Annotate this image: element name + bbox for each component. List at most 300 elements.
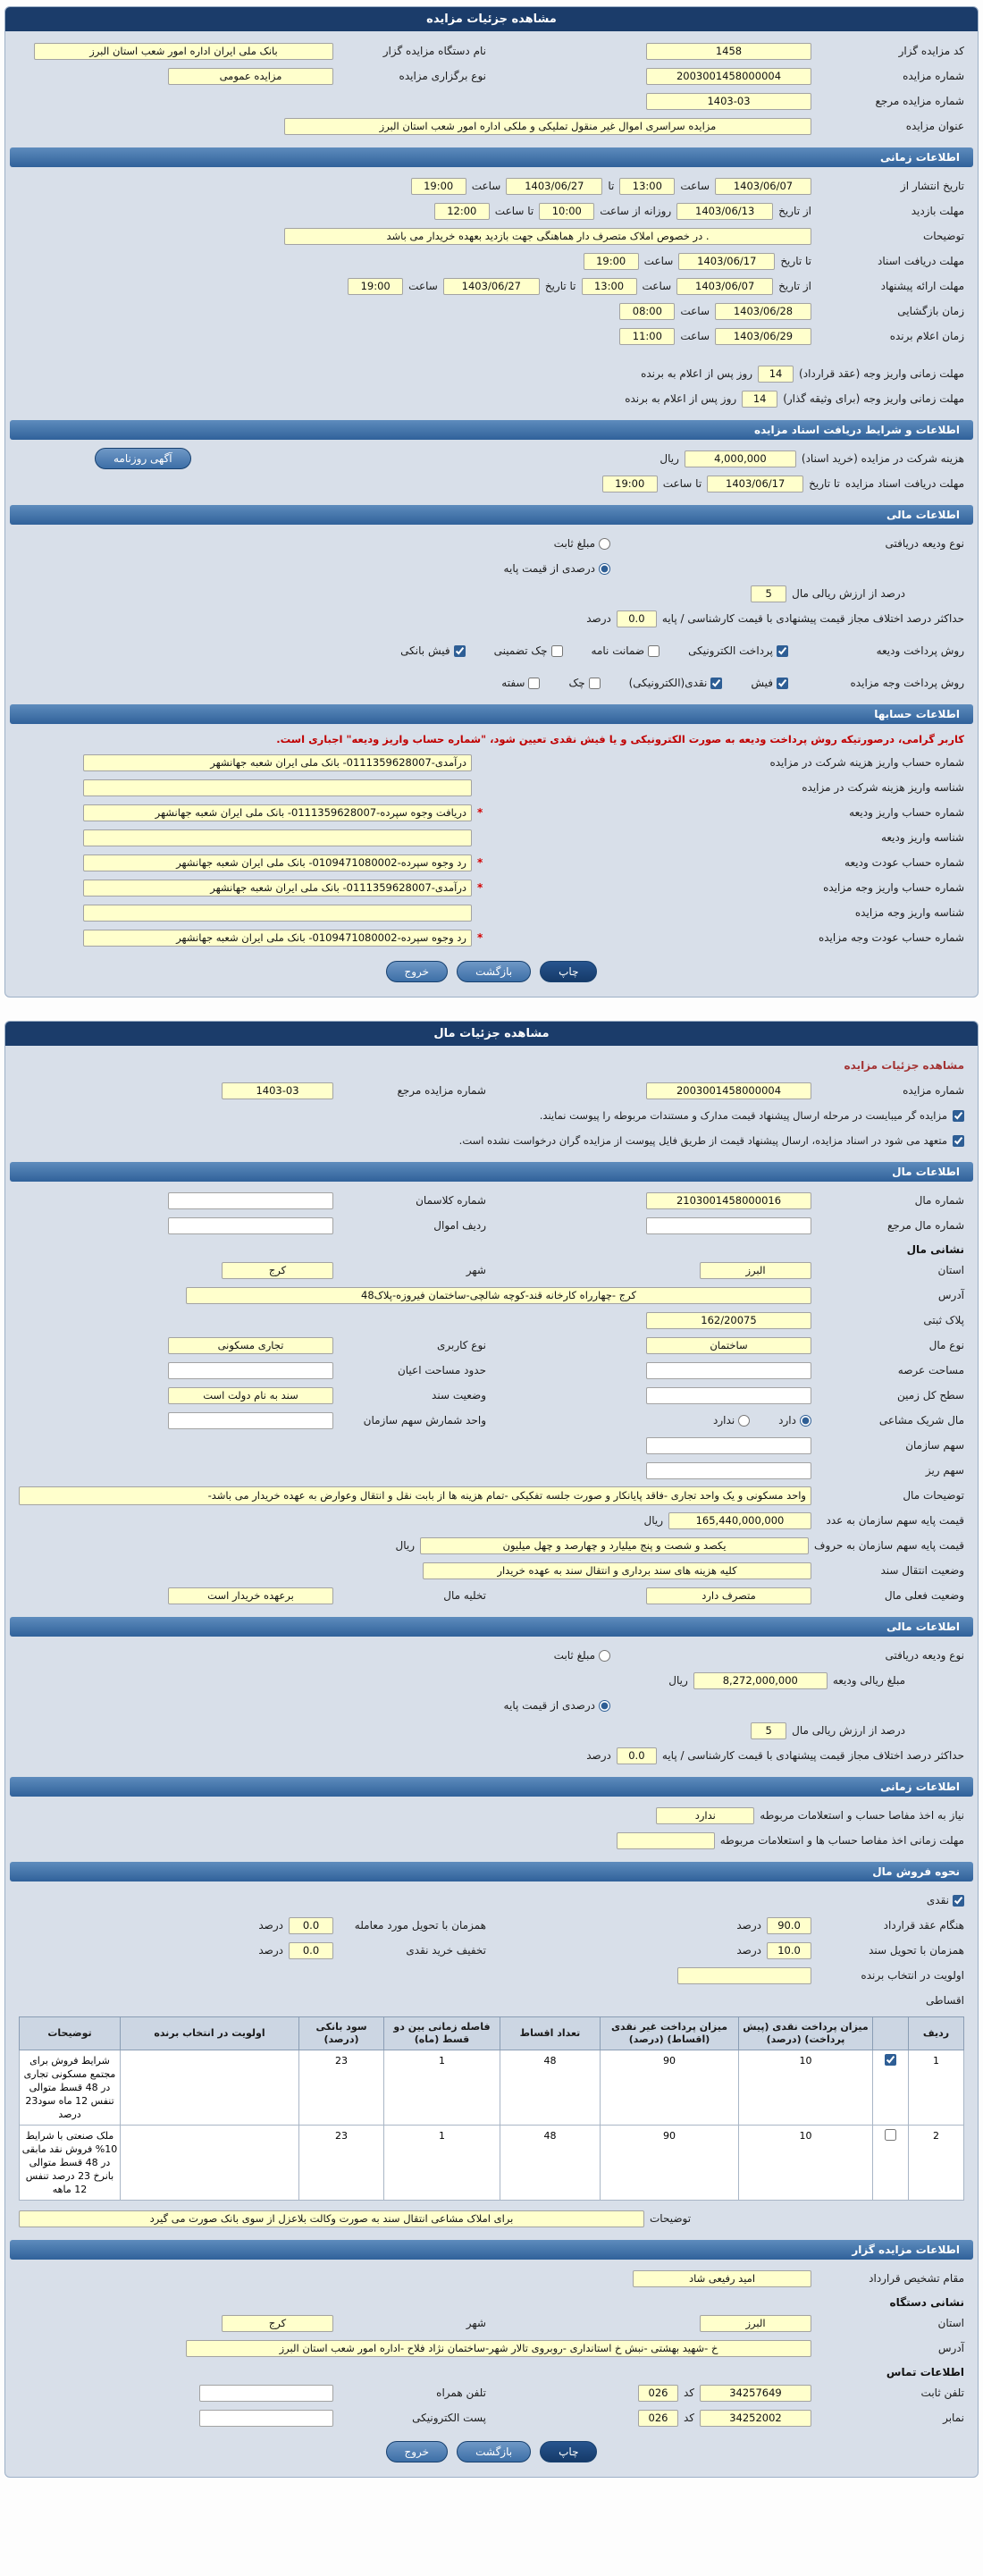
- asset-address-row: [5, 1283, 978, 1308]
- hour-label: ساعت: [680, 330, 710, 342]
- asset-building-label: حدود مساحت اعیان: [397, 1364, 486, 1376]
- offer-to-date-field[interactable]: 1403/06/27: [443, 278, 540, 295]
- publish-to-date-field[interactable]: 1403/06/27: [506, 178, 602, 195]
- exit-button[interactable]: خروج: [386, 961, 449, 982]
- account-row: [5, 775, 978, 800]
- pay-guarantor-row: [5, 386, 978, 411]
- property-auction-number-field[interactable]: 2003001458000004: [646, 1082, 811, 1099]
- back-button[interactable]: بازگشت: [457, 961, 531, 982]
- asset-subshare-label: سهم ریز: [925, 1464, 964, 1477]
- asset-usage-label: نوع کاربری: [436, 1339, 486, 1351]
- payment-method-label: روش پرداخت وجه مزایده: [850, 677, 964, 689]
- timing-note-field[interactable]: . در خصوص املاک متصرف دار هماهنگی جهت بازدید بعهده خریدار می باشد: [284, 228, 811, 245]
- sale-section-bar: نحوه فروش مال: [10, 1862, 973, 1881]
- fax-code-field[interactable]: 026: [638, 2410, 678, 2427]
- installment-percent-cell: 90: [601, 2050, 739, 2126]
- asset-number-field[interactable]: 2103001458000016: [646, 1192, 811, 1209]
- sale-percent-row-2: [5, 1938, 978, 1963]
- asset-area-field[interactable]: [646, 1362, 811, 1379]
- deposit-method-cheque[interactable]: [494, 644, 563, 657]
- no-file-note-text: متعهد می شود در اسناد مزایده، ارسال پیشنهاد قیمت از طریق فایل پیوست از مزایده گران درخواست نشده است.: [458, 1134, 947, 1147]
- property-deposit-amount-label: مبلغ ریالی ودیعه: [832, 1674, 905, 1687]
- winner-hour-field[interactable]: 11:00: [619, 328, 675, 345]
- sale-priority-label: اولویت در انتخاب برنده: [861, 1969, 964, 1982]
- interest-cell: 23: [299, 2126, 384, 2201]
- property-details-panel: [4, 1021, 979, 2478]
- fax-field[interactable]: 34252002: [700, 2410, 811, 2427]
- cash-discount-field[interactable]: 0.0: [289, 1942, 333, 1959]
- on-delivery-field[interactable]: 0.0: [289, 1917, 333, 1934]
- installment-table-header-row: [20, 2017, 964, 2050]
- installment-row: [20, 2050, 964, 2126]
- officer-label: مقام تشخیص قرارداد: [869, 2272, 964, 2285]
- publish-from-date-field[interactable]: 1403/06/07: [715, 178, 811, 195]
- shared-no-radio[interactable]: [738, 1415, 750, 1427]
- installment-percent-cell: 90: [601, 2126, 739, 2201]
- asset-transfer-field[interactable]: کلیه هزینه های سند برداری و انتقال سند به عهده خریدار: [423, 1562, 811, 1579]
- interval-cell: 1: [384, 2126, 500, 2201]
- percent-of-base-radio[interactable]: [599, 563, 610, 575]
- asset-unit-label: واحد شمارش سهم سازمان: [363, 1414, 486, 1427]
- account-row-field[interactable]: درآمدی-0111359628007- بانک ملی ایران شعبه جهانشهر: [83, 754, 472, 771]
- on-deed-field[interactable]: 10.0: [767, 1942, 811, 1959]
- cash-percent-cell: 10: [739, 2126, 873, 2201]
- sale-priority-row: [5, 1963, 978, 1988]
- attach-note-checkbox[interactable]: [953, 1110, 964, 1122]
- notes-cell: ملک صنعتی با شرایط 10% فروش نقد مابقی در 48 قسط متوالی بانرخ 23 درصد تنفس 12 ماهه: [20, 2126, 121, 2201]
- exit-button[interactable]: خروج: [386, 2441, 449, 2462]
- receive-hour-field[interactable]: 19:00: [584, 253, 639, 270]
- on-deed-label: همزمان با تحویل سند: [869, 1944, 964, 1957]
- cash-sale-label: نقدی: [926, 1894, 949, 1907]
- required-star: *: [477, 931, 483, 944]
- property-percent-value-field[interactable]: 5: [751, 1722, 786, 1739]
- cheque-checkbox[interactable]: [589, 678, 601, 689]
- priority-cell: [121, 2050, 299, 2126]
- shared-yes-label: دارد: [778, 1414, 796, 1427]
- deposit-method-electronic[interactable]: [688, 644, 788, 657]
- phone-field[interactable]: 34257649: [700, 2385, 811, 2402]
- account-row-field[interactable]: [83, 779, 472, 796]
- account-row-field[interactable]: رد وجوه سپرده-0109471080002- بانک ملی ایران شعبه جهانشهر: [83, 854, 472, 871]
- asset-subshare-row: [5, 1458, 978, 1483]
- asset-share-field[interactable]: [646, 1437, 811, 1454]
- account-row-label: شماره حساب واریز وجه مزایده: [823, 881, 964, 894]
- asset-address-field[interactable]: کرج -چهارراه کارخانه قند-کوچه شالچی-ساختمان فیروزه-پلاک48: [186, 1287, 811, 1304]
- account-row-field[interactable]: دریافت وجوه سپرده-0111359628007- بانک ملی ایران شعبه جهانشهر: [83, 804, 472, 821]
- offer-from-date-field[interactable]: 1403/06/07: [676, 278, 773, 295]
- max-diff-field[interactable]: 0.0: [617, 610, 657, 627]
- asset-land-field[interactable]: [646, 1387, 811, 1404]
- asset-price-field[interactable]: 165,440,000,000: [668, 1512, 811, 1529]
- rial-label: ریال: [395, 1539, 416, 1552]
- receive-date-field[interactable]: 1403/06/17: [678, 253, 775, 270]
- asset-number-row: [5, 1188, 978, 1213]
- account-row-field[interactable]: رد وجوه سپرده-0109471080002- بانک ملی ایران شعبه جهانشهر: [83, 930, 472, 947]
- agency-section-bar: اطلاعات مزایده گزار: [10, 2240, 973, 2260]
- timing-section-bar: اطلاعات زمانی: [10, 147, 973, 167]
- fax-row: [5, 2405, 978, 2430]
- auction-type-field[interactable]: مزایده عمومی: [168, 68, 333, 85]
- publish-to-hour-field[interactable]: 19:00: [411, 178, 466, 195]
- property-financial-section-bar: اطلاعات مالی: [10, 1617, 973, 1637]
- account-row: [5, 825, 978, 850]
- doc-deadline-to-hour-label: تا ساعت: [662, 477, 702, 490]
- on-contract-label: هنگام عقد قرارداد: [883, 1919, 964, 1932]
- property-panel-title: مشاهده جزئیات مال: [5, 1022, 978, 1046]
- asset-plate-label: پلاک ثبتی: [923, 1314, 964, 1326]
- rial-label: ریال: [660, 452, 679, 465]
- fixed-amount-option[interactable]: [554, 537, 610, 550]
- agency-contact-subhead: اطلاعات تماس: [886, 2366, 964, 2378]
- cash-sale-option[interactable]: [927, 1894, 964, 1907]
- agency-province-label: استان: [937, 2317, 964, 2329]
- hour-label: ساعت: [642, 280, 672, 292]
- property-deposit-amount-field[interactable]: 8,272,000,000: [693, 1672, 828, 1689]
- payment-method-slip[interactable]: [751, 677, 788, 689]
- asset-status-label: وضعیت فعلی مال: [884, 1589, 964, 1602]
- bank-slip-label: فیش بانکی: [400, 644, 450, 657]
- email-field[interactable]: [199, 2410, 333, 2427]
- asset-price-words-field[interactable]: یکصد و شصت و پنج میلیارد و چهارصد و چهل میلیون: [420, 1537, 809, 1554]
- phone-code-field[interactable]: 026: [638, 2385, 678, 2402]
- percent-unit-label: درصد: [736, 1919, 761, 1932]
- certified-cheque-checkbox[interactable]: [551, 645, 563, 657]
- asset-ref-field[interactable]: [646, 1217, 811, 1234]
- doc-deadline-to-date-label: تا تاریخ: [809, 477, 840, 490]
- doc-deadline-label: مهلت دریافت اسناد مزایده: [844, 477, 964, 490]
- row-number-cell: 1: [909, 2050, 964, 2126]
- property-auction-number-row: [5, 1078, 978, 1103]
- print-button[interactable]: چاپ: [540, 2441, 597, 2462]
- col-row-number: ردیف: [909, 2017, 964, 2050]
- clearance-field[interactable]: ندارد: [656, 1807, 754, 1824]
- visit-row: [5, 198, 978, 223]
- auction-number-field[interactable]: 2003001458000004: [646, 68, 811, 85]
- property-auction-number-label: شماره مزایده: [903, 1084, 964, 1097]
- no-file-note-row: [5, 1128, 978, 1153]
- shared-yes-radio[interactable]: [800, 1415, 811, 1427]
- accounts-section-bar: اطلاعات حسابها: [10, 704, 973, 724]
- asset-price-row: [5, 1508, 978, 1533]
- asset-note-row: [5, 1483, 978, 1508]
- property-buttons-row: [5, 2430, 978, 2466]
- cash-discount-label: تخفیف خرید نقدی: [406, 1944, 486, 1957]
- account-row: [5, 875, 978, 900]
- offer-from-hour-field[interactable]: 13:00: [582, 278, 637, 295]
- attach-note-text: مزایده گر میبایست در مرحله ارسال پیشنهاد قیمت مدارک و مستندات مربوطه را پیوست نمایند.: [539, 1109, 947, 1122]
- col-cash-percent: میزان پرداخت نقدی (پیش پرداخت) (درصد): [739, 2017, 873, 2050]
- asset-price-words-label: قیمت پایه سهم سازمان به حروف: [814, 1539, 964, 1552]
- clearance-deadline-row: [5, 1828, 978, 1853]
- property-fixed-amount-radio[interactable]: [599, 1650, 610, 1662]
- percent-value-field[interactable]: 5: [751, 585, 786, 602]
- agency-city-field[interactable]: کرج: [222, 2315, 333, 2332]
- fixed-amount-label: مبلغ ثابت: [553, 537, 595, 550]
- property-max-diff-field[interactable]: 0.0: [617, 1747, 657, 1764]
- asset-land-row: [5, 1383, 978, 1408]
- percent-value-label: درصد از ارزش ریالی مال: [792, 587, 905, 600]
- asset-deed-label: وضعیت سند: [432, 1389, 486, 1402]
- electronic-pay-checkbox[interactable]: [777, 645, 788, 657]
- property-deposit-type-label: نوع ودیعه دریافتی: [885, 1649, 964, 1662]
- offer-to-date-label: تا تاریخ: [544, 280, 576, 292]
- doc-fee-row: [5, 446, 978, 471]
- back-button[interactable]: بازگشت: [457, 2441, 531, 2462]
- auctioneer-code-field[interactable]: 1458: [646, 43, 811, 60]
- auction-subject-label: عنوان مزایده: [905, 120, 964, 132]
- asset-price-label: قیمت پایه سهم سازمان به عدد: [826, 1514, 964, 1527]
- opening-date-field[interactable]: 1403/06/28: [715, 303, 811, 320]
- accounts-notice: کاربر گرامی، درصورتیکه روش پرداخت ودیعه به صورت الکترونیکی و یا فیش نقدی تعیین شود، "شماره حساب واریز ودیعه" اجباری است.: [276, 733, 964, 745]
- doc-fee-field[interactable]: 4,000,000: [685, 450, 796, 467]
- auction-subject-field[interactable]: مزایده سراسری اموال غیر منقول تملیکی و ملکی اداره امور شعب استان البرز: [284, 118, 811, 135]
- agency-address-field[interactable]: خ -شهید بهشتی -نبش خ استانداری -روبروی تالار شهر-ساختمان نژاد فلاح -اداره امور شعب استان البرز: [186, 2340, 811, 2357]
- cash-sale-checkbox[interactable]: [953, 1895, 964, 1907]
- receive-docs-label: مهلت دریافت اسناد: [877, 255, 964, 267]
- deposit-method-bank-slip[interactable]: [400, 644, 465, 657]
- account-row-label: شناسه واریز هزینه شرکت در مزایده: [802, 781, 964, 794]
- attach-note-row: [5, 1103, 978, 1128]
- mobile-label: تلفن همراه: [436, 2387, 486, 2399]
- asset-ref-row: [5, 1213, 978, 1238]
- asset-usage-field[interactable]: تجاری مسکونی: [168, 1337, 333, 1354]
- installment-row: [20, 2126, 964, 2201]
- col-notes: توضیحات: [20, 2017, 121, 2050]
- installment-label: اقساطی: [926, 1994, 964, 2007]
- agency-name-label: نام دستگاه مزایده گزار: [382, 45, 486, 57]
- percent-unit-label: درصد: [258, 1944, 283, 1957]
- property-percent-of-base-label: درصدی از قیمت پایه: [503, 1699, 595, 1712]
- asset-plate-field[interactable]: 162/20075: [646, 1312, 811, 1329]
- account-row: [5, 925, 978, 950]
- shared-yes-option[interactable]: [778, 1414, 811, 1427]
- asset-land-label: سطح کل زمین: [896, 1389, 964, 1402]
- asset-shared-row: [5, 1408, 978, 1433]
- slip-checkbox[interactable]: [777, 678, 788, 689]
- row-select-checkbox[interactable]: [885, 2054, 896, 2066]
- percent-type-row: [5, 556, 978, 581]
- asset-type-row: [5, 1333, 978, 1358]
- asset-transfer-row: [5, 1558, 978, 1583]
- publish-from-hour-field[interactable]: 13:00: [619, 178, 675, 195]
- installment-table: [19, 2016, 964, 2201]
- sale-note-row: [5, 2206, 978, 2231]
- pay-contract-days-field[interactable]: 14: [758, 366, 794, 383]
- days-after-winner-label: روز پس از اعلام به برنده: [625, 392, 737, 405]
- publish-label: تاریخ انتشار از: [900, 180, 964, 192]
- row-select-cell: [873, 2050, 909, 2126]
- asset-area-row: [5, 1358, 978, 1383]
- slip-label: فیش: [751, 677, 773, 689]
- doc-deadline-hour-field[interactable]: 19:00: [602, 476, 658, 492]
- property-auction-ref-field[interactable]: 1403-03: [222, 1082, 333, 1099]
- hour-label: ساعت: [471, 180, 501, 192]
- visit-date-field[interactable]: 1403/06/13: [676, 203, 773, 220]
- visit-from-hour-field[interactable]: 10:00: [539, 203, 594, 220]
- deposit-type-label: نوع ودیعه دریافتی: [885, 537, 964, 550]
- asset-row-no-field[interactable]: [168, 1217, 333, 1234]
- winner-row: [5, 324, 978, 349]
- asset-type-label: نوع مال: [928, 1339, 964, 1351]
- payment-method-cash-electronic[interactable]: [629, 677, 723, 689]
- account-row: [5, 900, 978, 925]
- clearance-deadline-field[interactable]: [617, 1832, 715, 1849]
- officer-field[interactable]: امید رفیعی شاد: [633, 2270, 811, 2287]
- shared-no-option[interactable]: [713, 1414, 750, 1427]
- property-percent-value-label: درصد از ارزش ریالی مال: [792, 1724, 905, 1737]
- doc-deadline-date-field[interactable]: 1403/06/17: [707, 476, 803, 492]
- agency-province-row: [5, 2311, 978, 2336]
- payment-method-cheque[interactable]: [568, 677, 600, 689]
- col-select: [873, 2017, 909, 2050]
- asset-status-row: [5, 1583, 978, 1608]
- auction-panel-title: مشاهده جزئیات مزایده: [5, 7, 978, 31]
- financial-section-bar: اطلاعات مالی: [10, 505, 973, 525]
- account-row-field[interactable]: [83, 905, 472, 922]
- email-label: پست الکترونیکی: [412, 2412, 486, 2424]
- no-file-note-checkbox[interactable]: [953, 1135, 964, 1147]
- opening-row: [5, 299, 978, 324]
- auction-buttons-row: [5, 950, 978, 986]
- offer-row: [5, 274, 978, 299]
- certified-cheque-label: چک تضمینی: [493, 644, 548, 657]
- percent-unit-label: درصد: [258, 1919, 283, 1932]
- asset-evacuate-field[interactable]: برعهده خریدار است: [168, 1587, 333, 1604]
- clearance-deadline-label: مهلت زمانی اخذ مفاصا حساب ها و استعلامات مربوطه: [719, 1834, 964, 1847]
- property-fixed-amount-option[interactable]: [554, 1649, 610, 1662]
- print-button[interactable]: چاپ: [540, 961, 597, 982]
- property-max-diff-label: حداکثر درصد اختلاف مجاز قیمت پیشنهادی با قیمت کارشناسی / پایه: [661, 1749, 964, 1762]
- account-row-field[interactable]: درآمدی-0111359628007- بانک ملی ایران شعبه جهانشهر: [83, 880, 472, 897]
- winner-date-field[interactable]: 1403/06/29: [715, 328, 811, 345]
- asset-building-field[interactable]: [168, 1362, 333, 1379]
- pay-guarantor-days-field[interactable]: 14: [742, 391, 777, 408]
- account-row-label: شماره حساب عودت وجه مزایده: [818, 931, 964, 944]
- percent-unit-label: درصد: [736, 1944, 761, 1957]
- account-row-label: شناسه واریز ودیعه: [880, 831, 964, 844]
- doc-fee-label: هزینه شرکت در مزایده (خرید اسناد): [801, 452, 964, 465]
- auction-details-link-row: [5, 1053, 978, 1078]
- agency-name-field[interactable]: بانک ملی ایران اداره امور شعب استان البرز: [34, 43, 333, 60]
- cash-electronic-label: نقدی(الکترونیکی): [628, 677, 708, 689]
- auction-ref-field[interactable]: 1403-03: [646, 93, 811, 110]
- payment-method-promissory[interactable]: [501, 677, 540, 689]
- account-row-label: شماره حساب عودت ودیعه: [844, 856, 964, 869]
- asset-share-row: [5, 1433, 978, 1458]
- asset-address-subhead: نشانی مال: [906, 1243, 964, 1256]
- property-fixed-amount-label: مبلغ ثابت: [553, 1649, 595, 1662]
- agency-address-row: [5, 2336, 978, 2361]
- cash-electronic-checkbox[interactable]: [710, 678, 722, 689]
- percent-of-base-option[interactable]: [504, 562, 610, 575]
- auction-ref-row: [5, 88, 978, 114]
- clearance-row: [5, 1803, 978, 1828]
- asset-ref-label: شماره مال مرجع: [886, 1219, 964, 1232]
- guarantee-label: ضمانت نامه: [591, 644, 645, 657]
- mobile-field[interactable]: [199, 2385, 333, 2402]
- property-deposit-type-row: [5, 1643, 978, 1668]
- pay-guarantor-label: مهلت زمانی واریز وجه (برای وثیقه گذار): [783, 392, 964, 405]
- property-max-diff-row: [5, 1743, 978, 1768]
- row-select-checkbox[interactable]: [885, 2129, 896, 2141]
- rial-label: ریال: [643, 1514, 663, 1527]
- hour-label: ساعت: [408, 280, 438, 292]
- asset-note-field[interactable]: واحد مسکونی و یک واحد تجاری -فاقد پایانکار و صورت جلسه تفکیکی -تمام هزینه ها از بابت نقل و انتقال وعوارض به عهده خریدار می باشد-: [19, 1486, 811, 1505]
- asset-city-field[interactable]: کرج: [222, 1262, 333, 1279]
- offer-from-date-label: از تاریخ: [778, 280, 811, 292]
- offer-to-hour-field[interactable]: 19:00: [348, 278, 403, 295]
- opening-label: زمان بازگشایی: [897, 305, 964, 317]
- auction-number-label: شماره مزایده: [903, 70, 964, 82]
- sale-note-label: توضیحات: [650, 2212, 692, 2225]
- property-percent-of-base-radio[interactable]: [599, 1700, 610, 1712]
- code-label: کد: [683, 2387, 694, 2399]
- visit-to-hour-field[interactable]: 12:00: [434, 203, 490, 220]
- auction-details-link[interactable]: مشاهده جزئیات مزایده: [844, 1059, 964, 1072]
- required-star: *: [477, 881, 483, 894]
- asset-subshare-field[interactable]: [646, 1462, 811, 1479]
- account-row-label: شناسه واریز وجه مزایده: [854, 906, 964, 919]
- cash-sale-row: [5, 1888, 978, 1913]
- auction-type-label: نوع برگزاری مزایده: [399, 70, 486, 82]
- agency-province-field[interactable]: البرز: [700, 2315, 811, 2332]
- deposit-type-row: [5, 531, 978, 556]
- sale-priority-field[interactable]: [677, 1967, 811, 1984]
- bank-slip-checkbox[interactable]: [454, 645, 466, 657]
- promissory-checkbox[interactable]: [528, 678, 540, 689]
- asset-province-field[interactable]: البرز: [700, 1262, 811, 1279]
- hour-label: ساعت: [680, 305, 710, 317]
- max-diff-row: [5, 606, 978, 631]
- newspaper-ad-button[interactable]: آگهی روزنامه: [95, 448, 191, 469]
- guarantee-checkbox[interactable]: [648, 645, 660, 657]
- asset-deed-field[interactable]: سند به نام دولت است: [168, 1387, 333, 1404]
- property-percent-value-row: [5, 1718, 978, 1743]
- fax-label: نمابر: [943, 2412, 964, 2424]
- asset-class-field[interactable]: [168, 1192, 333, 1209]
- asset-class-label: شماره کلاسمان: [416, 1194, 486, 1207]
- asset-status-field[interactable]: متصرف دارد: [646, 1587, 811, 1604]
- percent-of-base-label: درصدی از قیمت پایه: [503, 562, 595, 575]
- percent-unit-label: درصد: [586, 1749, 611, 1762]
- account-row-field[interactable]: [83, 829, 472, 846]
- auctioneer-row: [5, 38, 978, 63]
- sale-note-field[interactable]: برای املاک مشاعی انتقال سند به صورت وکالت بلاعزل از سوی بانک صورت می گیرد: [19, 2210, 644, 2227]
- asset-type-field[interactable]: ساختمان: [646, 1337, 811, 1354]
- on-contract-field[interactable]: 90.0: [767, 1917, 811, 1934]
- property-percent-of-base-option[interactable]: [504, 1699, 610, 1712]
- notes-cell: شرایط فروش برای مجتمع مسکونی تجاری در 48 قسط متوالی تنفس 12 ماه سود23 درصد: [20, 2050, 121, 2126]
- sale-percent-row-1: [5, 1913, 978, 1938]
- offer-label: مهلت ارائه پیشنهاد: [880, 280, 964, 292]
- officer-row: [5, 2266, 978, 2291]
- visit-until-hour-label: تا ساعت: [494, 205, 534, 217]
- asset-unit-field[interactable]: [168, 1412, 333, 1429]
- hour-label: ساعت: [643, 255, 674, 267]
- asset-note-label: توضیحات مال: [903, 1489, 964, 1502]
- deposit-method-guarantee[interactable]: [592, 644, 660, 657]
- phone-row: [5, 2380, 978, 2405]
- fixed-amount-radio[interactable]: [599, 538, 610, 550]
- required-star: *: [477, 856, 483, 869]
- asset-province-row: [5, 1258, 978, 1283]
- property-auction-ref-label: شماره مزایده مرجع: [397, 1084, 486, 1097]
- opening-hour-field[interactable]: 08:00: [619, 303, 675, 320]
- auction-number-row: [5, 63, 978, 88]
- winner-label: زمان اعلام برنده: [889, 330, 964, 342]
- account-row: [5, 850, 978, 875]
